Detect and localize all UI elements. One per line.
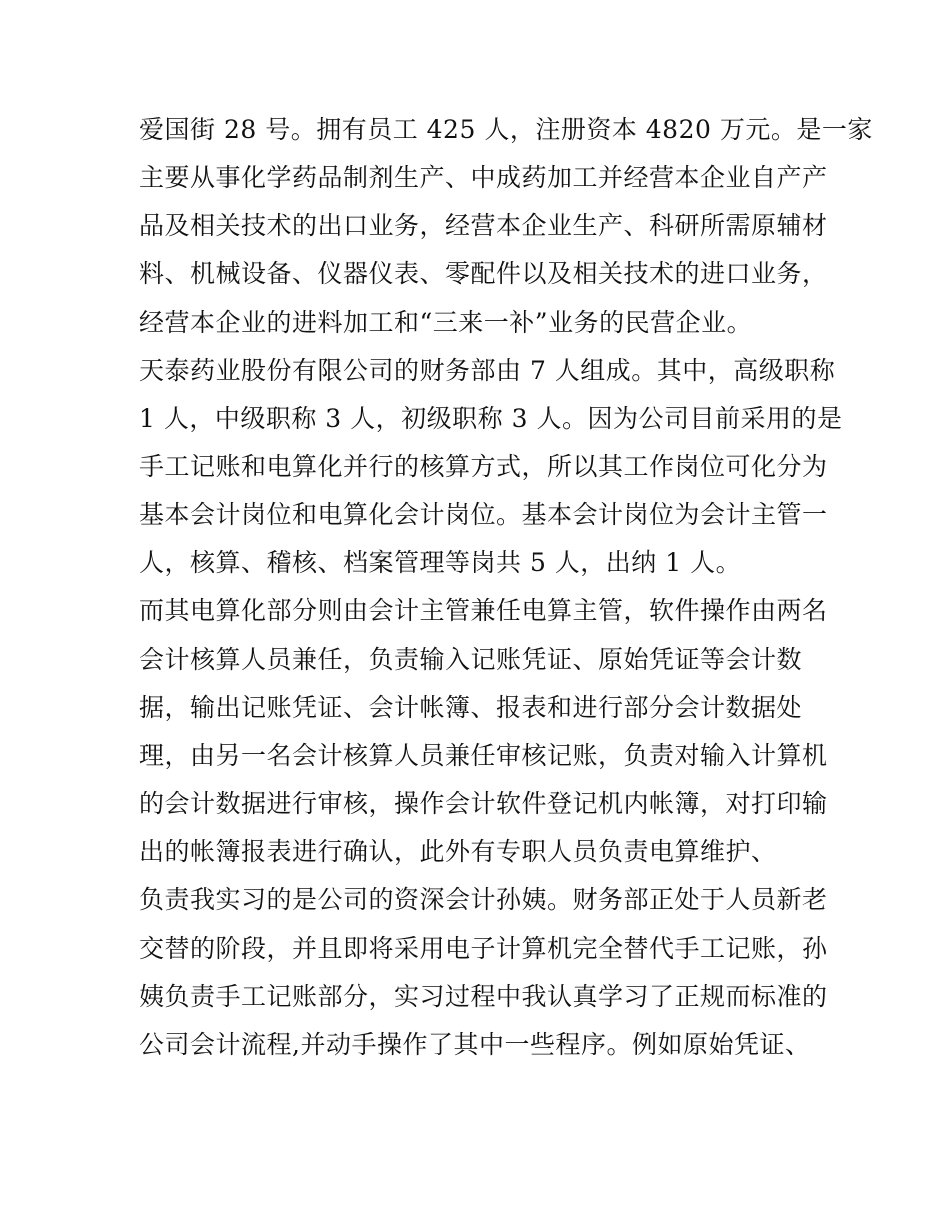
text-line: 人，核算、稽核、档案管理等岗共 5 人，出纳 1 人。 xyxy=(139,548,742,577)
text-line: 姨负责手工记账部分，实习过程中我认真学习了正规而标准的 xyxy=(139,982,828,1011)
text-line: 会计核算人员兼任，负责输入记账凭证、原始凭证等会计数 xyxy=(139,645,803,674)
text-line: 负责我实习的是公司的资深会计孙姨。财务部正处于人员新老 xyxy=(139,885,828,914)
text-line: 主要从事化学药品制剂生产、中成药加工并经营本企业自产产 xyxy=(139,163,828,192)
text-line: 经营本企业的进料加工和“三来一补”业务的民营企业。 xyxy=(139,308,753,337)
text-line: 而其电算化部分则由会计主管兼任电算主管，软件操作由两名 xyxy=(139,596,828,625)
text-line: 出的帐簿报表进行确认，此外有专职人员负责电算维护、 xyxy=(139,837,777,866)
text-line: 理，由另一名会计核算人员兼任审核记账，负责对输入计算机 xyxy=(139,741,828,770)
text-line: 品及相关技术的出口业务，经营本企业生产、科研所需原辅材 xyxy=(139,211,828,240)
text-line: 料、机械设备、仪器仪表、零配件以及相关技术的进口业务， xyxy=(139,259,828,288)
text-line: 据，输出记账凭证、会计帐簿、报表和进行部分会计数据处 xyxy=(139,693,803,722)
text-line: 交替的阶段，并且即将采用电子计算机完全替代手工记账，孙 xyxy=(139,934,828,963)
text-line: 公司会计流程,并动手操作了其中一些程序。例如原始凭证、 xyxy=(139,1030,811,1059)
text-line: 基本会计岗位和电算化会计岗位。基本会计岗位为会计主管一 xyxy=(139,500,828,529)
text-line: 手工记账和电算化并行的核算方式，所以其工作岗位可化分为 xyxy=(139,452,828,481)
text-line: 的会计数据进行审核，操作会计软件登记机内帐簿，对打印输 xyxy=(139,789,828,818)
text-line: 1 人，中级职称 3 人，初级职称 3 人。因为公司目前采用的是 xyxy=(139,404,843,433)
text-line: 天泰药业股份有限公司的财务部由 7 人组成。其中，高级职称 xyxy=(139,356,836,385)
text-line: 爱国街 28 号。拥有员工 425 人，注册资本 4820 万元。是一家 xyxy=(139,115,873,144)
